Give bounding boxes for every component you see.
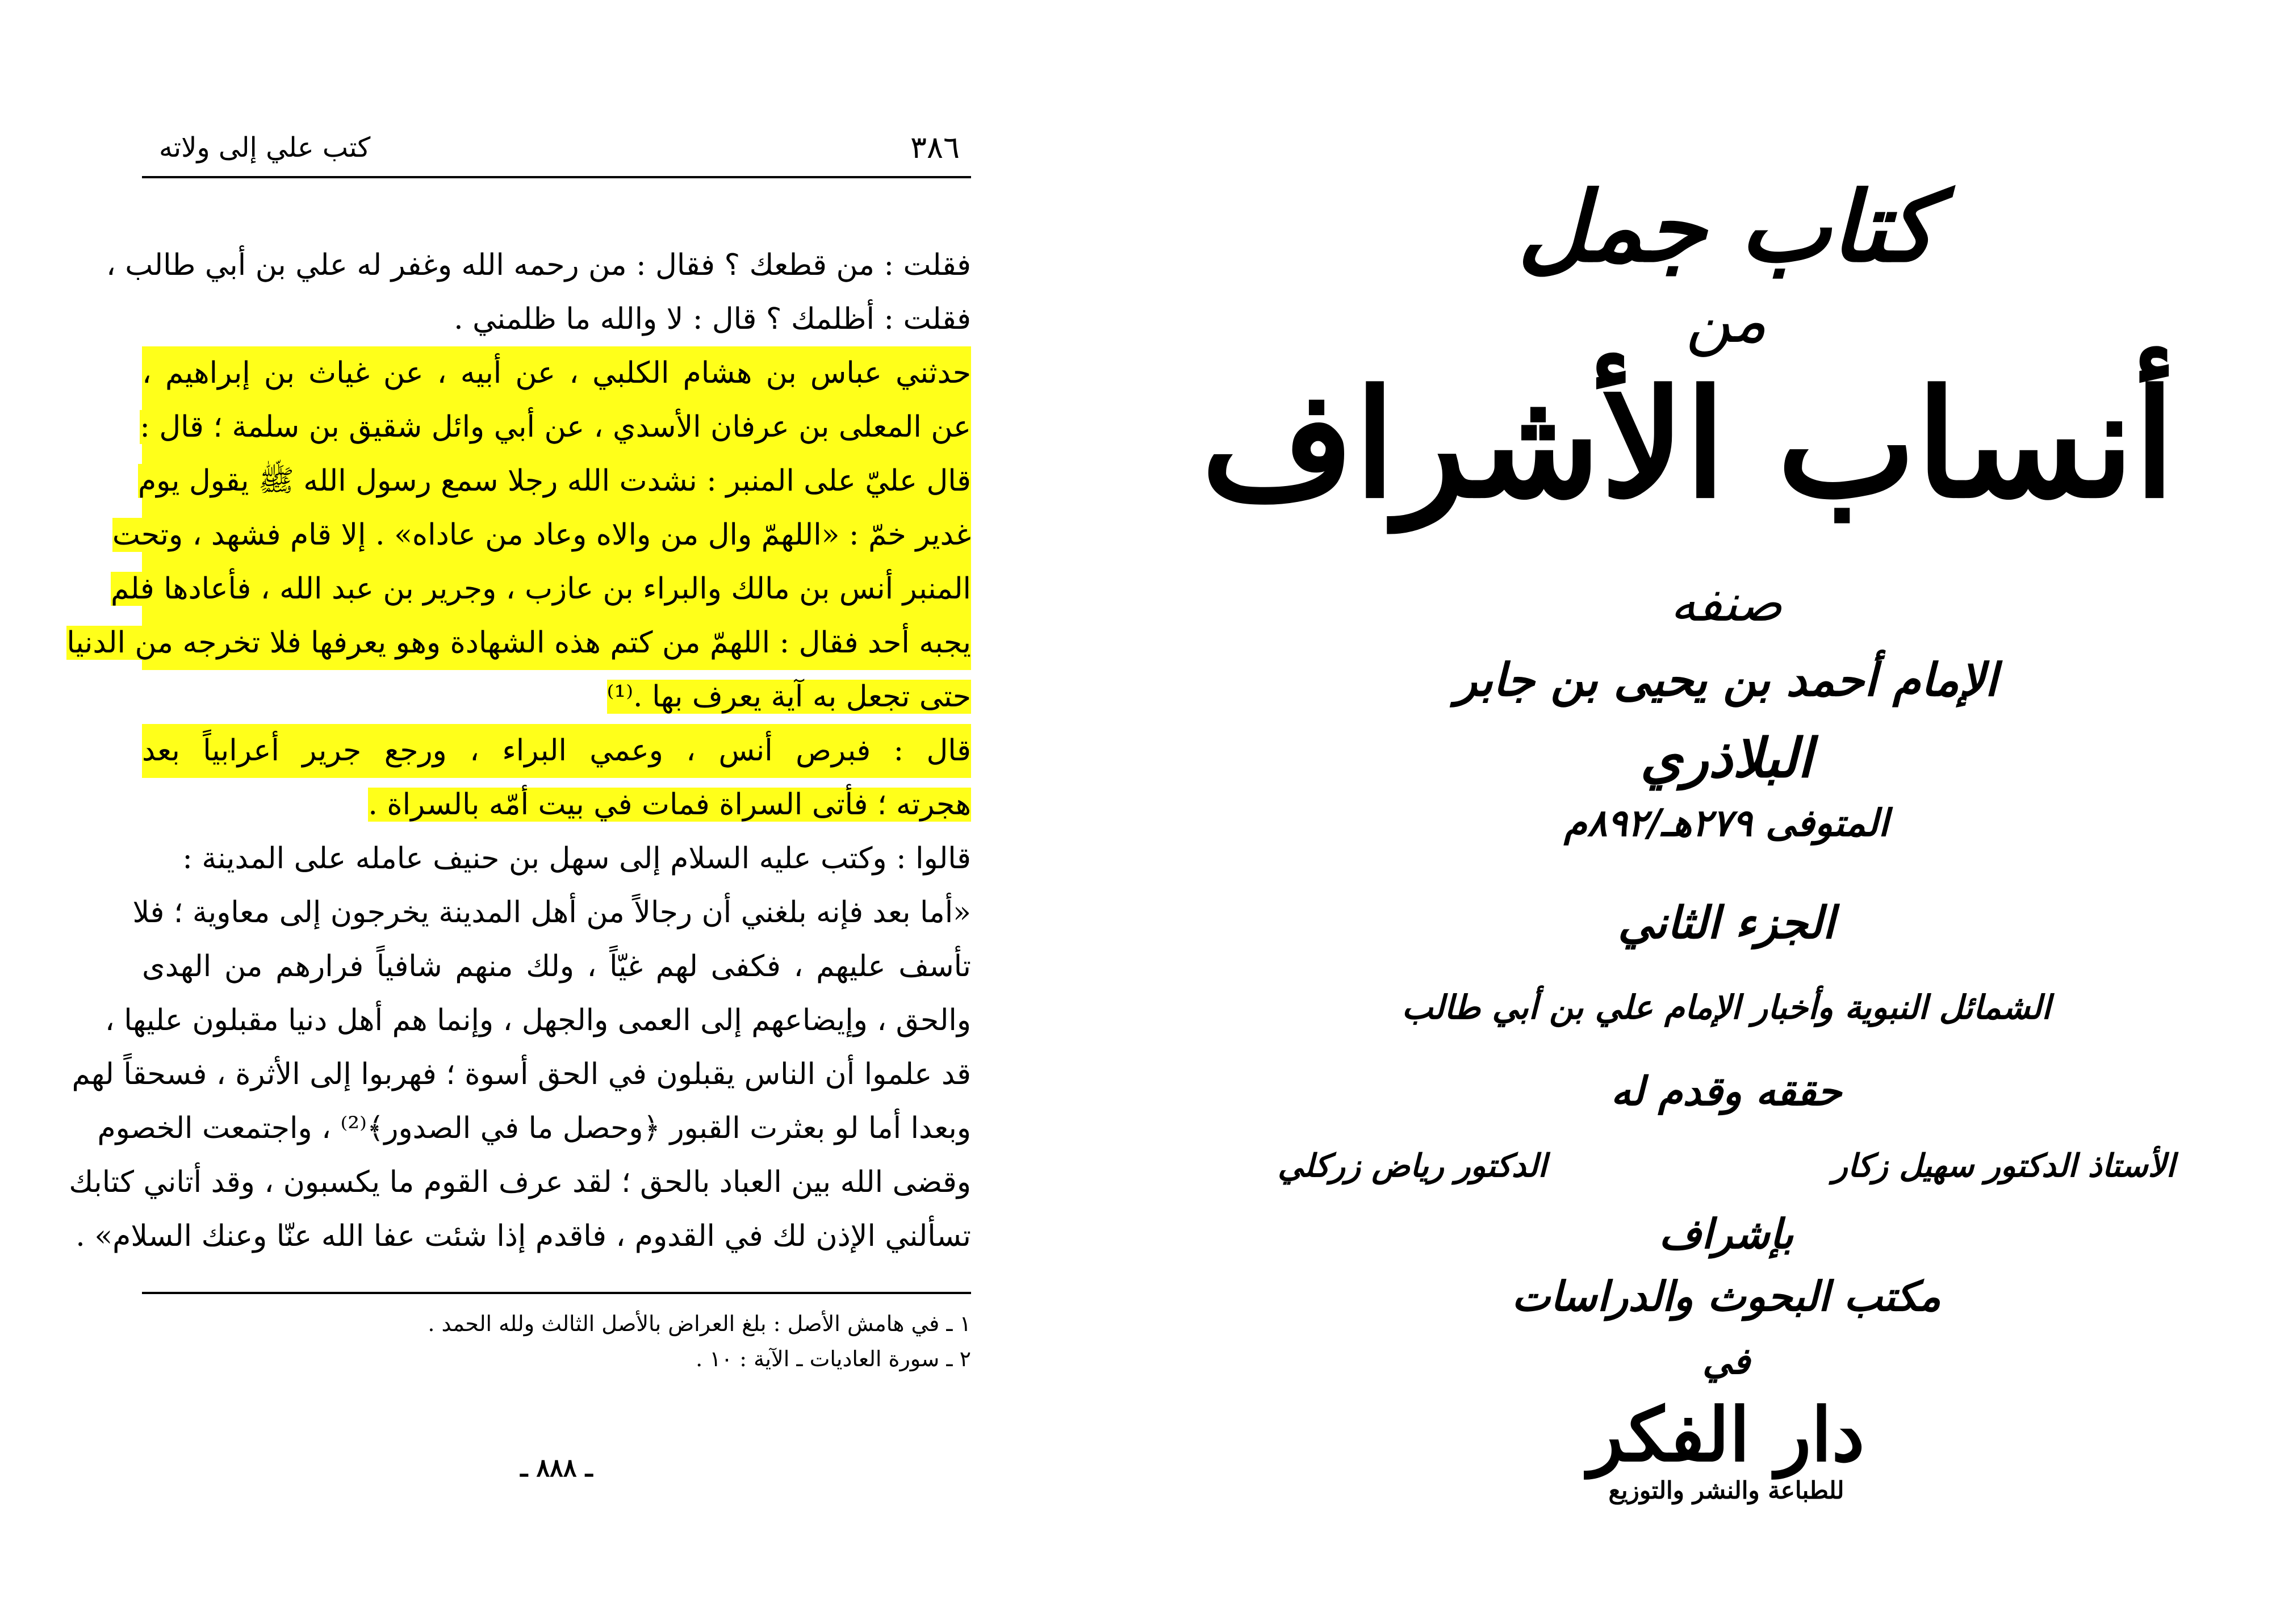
- author-name: الإمام أحمد بن يحيى بن جابر: [1455, 653, 1998, 706]
- text-line: [142, 346, 971, 400]
- text-line: [69, 1156, 971, 1209]
- death-date: المتوفى ٢٧٩هـ/٨٩٢م: [1564, 801, 1889, 845]
- highlighted-text: يجبه أحد فقال : اللهمّ من كتم هذه الشهادة وهو يعرفها فلا تخرجه من الدنيا: [66, 626, 971, 660]
- text-line: [66, 616, 971, 670]
- authored-by: صنفه: [1670, 574, 1783, 633]
- line-text: قالوا : وكتب عليه السلام إلى سهل بن حنيف عامله على المدينة :: [182, 842, 971, 876]
- text-line: [76, 1209, 971, 1263]
- text-line: [142, 832, 971, 886]
- page-footer-number: ـ ٨٨٨ ـ: [520, 1454, 593, 1483]
- text-line: [97, 1102, 971, 1156]
- running-head: [142, 125, 971, 178]
- text-line: [104, 994, 971, 1048]
- running-title: كتب علي إلى ولاته: [159, 132, 371, 164]
- editors: [1278, 1147, 2175, 1198]
- text-line: [142, 724, 971, 778]
- line-text: فقلت : من قطعك ؟ فقال : من رحمه الله وغفر له علي بن أبي طالب ،: [106, 248, 971, 282]
- line-text: وقضى الله بين العباد بالحق ؛ لقد عرف القوم ما يكسبون ، وقد أتاني كتابك: [69, 1165, 971, 1199]
- highlighted-text: حتى تجعل به آية يعرف بها .⁽¹⁾: [606, 680, 971, 714]
- highlighted-text: قال عليّ على المنبر : نشدت الله رجلا سمع رسول الله ﷺ يقول يوم: [137, 464, 971, 498]
- line-text: والحق ، وإيضاعهم إلى العمى والجهل ، وإنما هم أهل دنيا مقبلون عليها ،: [104, 1003, 971, 1037]
- body-text: [66, 238, 971, 1263]
- title-min: من: [1685, 284, 1767, 357]
- footnote-divider: [142, 1292, 971, 1294]
- text-line: [111, 562, 971, 616]
- highlighted-text: غدير خمّ : «اللهمّ وال من والاه وعاد من عاداه» . إلا قام فشهد ، وتحت: [112, 518, 971, 552]
- line-text: وبعدا أما لو بعثرت القبور ﴿وحصل ما في الصدور﴾⁽²⁾ ، واجتمعت الخصوم: [97, 1111, 971, 1145]
- editor-secondary: الدكتور رياض زركلي: [1278, 1147, 1547, 1184]
- text-line: [142, 940, 971, 994]
- highlighted-text: حدثني عباس بن هشام الكلبي ، عن أبيه ، عن غياث بن إبراهيم ،: [142, 356, 971, 390]
- publisher-logo: دار الفكر: [1588, 1391, 1865, 1478]
- editor-primary: الأستاذ الدكتور سهيل زكار: [1832, 1147, 2175, 1184]
- text-line: [142, 778, 971, 832]
- publisher-prefix: في: [1702, 1340, 1750, 1383]
- line-text: فقلت : أظلمك ؟ قال : لا والله ما ظلمني .: [454, 302, 971, 336]
- line-text: تأسف عليهم ، فكفى لهم غيّاً ، ولك منهم شافياً فرارهم من الهدى: [142, 949, 971, 983]
- title-page: [1201, 102, 2175, 1510]
- text-line: [112, 508, 971, 562]
- highlighted-text: هجرته ؛ فأتى السراة فمات في بيت أمّه بالسراة .: [368, 788, 971, 822]
- line-text: تسألني الإذن لك في القدوم ، فاقدم إذا شئت عفا الله عنّا وعنك السلام» .: [76, 1219, 971, 1253]
- edited-by: حققه وقدم له: [1610, 1068, 1842, 1115]
- text-line: [106, 238, 971, 292]
- text-line: [142, 292, 971, 346]
- text-line: [142, 670, 971, 724]
- highlighted-text: المنبر أنس بن مالك والبراء بن عازب ، وجرير بن عبد الله ، فأعادها فلم: [111, 572, 971, 606]
- text-line: [132, 886, 971, 940]
- text-line: [142, 400, 971, 454]
- text-line: [137, 454, 971, 508]
- left-page: [66, 125, 982, 1522]
- main-title: أنساب الأشراف: [1201, 358, 2175, 531]
- volume-subtitle: الشمائل النبوية وأخبار الإمام علي بن أبي طالب: [1402, 988, 2051, 1027]
- line-text: «أما بعد فإنه بلغني أن رجالاً من أهل المدينة يخرجون إلى معاوية ؛ فلا: [132, 895, 971, 930]
- supervision-label: بإشراف: [1659, 1209, 1794, 1258]
- page-number: ٣٨٦: [910, 129, 960, 165]
- footnote-1: ١ ـ في هامش الأصل : بلغ العراض بالأصل الثالث ولله الحمد .: [428, 1311, 971, 1336]
- footnote-2: ٢ ـ سورة العاديات ـ الآية : ١٠ .: [696, 1346, 971, 1371]
- footnotes: [142, 1306, 971, 1376]
- highlighted-text: قال : فبرص أنس ، وعمي البراء ، ورجع جرير أعرابياً بعد: [142, 734, 971, 768]
- highlighted-text: عن المعلى بن عرفان الأسدي ، عن أبي وائل شقيق بن سلمة ؛ قال :: [140, 410, 971, 444]
- line-text: قد علموا أن الناس يقبلون في الحق أسوة ؛ فهربوا إلى الأثرة ، فسحقاً لهم: [72, 1057, 971, 1091]
- publisher-tagline: للطباعة والنشر والتوزيع: [1608, 1476, 1844, 1504]
- text-line: [72, 1048, 971, 1102]
- author-nisba: البلاذري: [1640, 727, 1813, 790]
- book-title: كتاب جمل: [1517, 170, 1935, 284]
- volume-number: الجزء الثاني: [1617, 897, 1835, 949]
- research-office: مكتب البحوث والدراسات: [1512, 1272, 1941, 1320]
